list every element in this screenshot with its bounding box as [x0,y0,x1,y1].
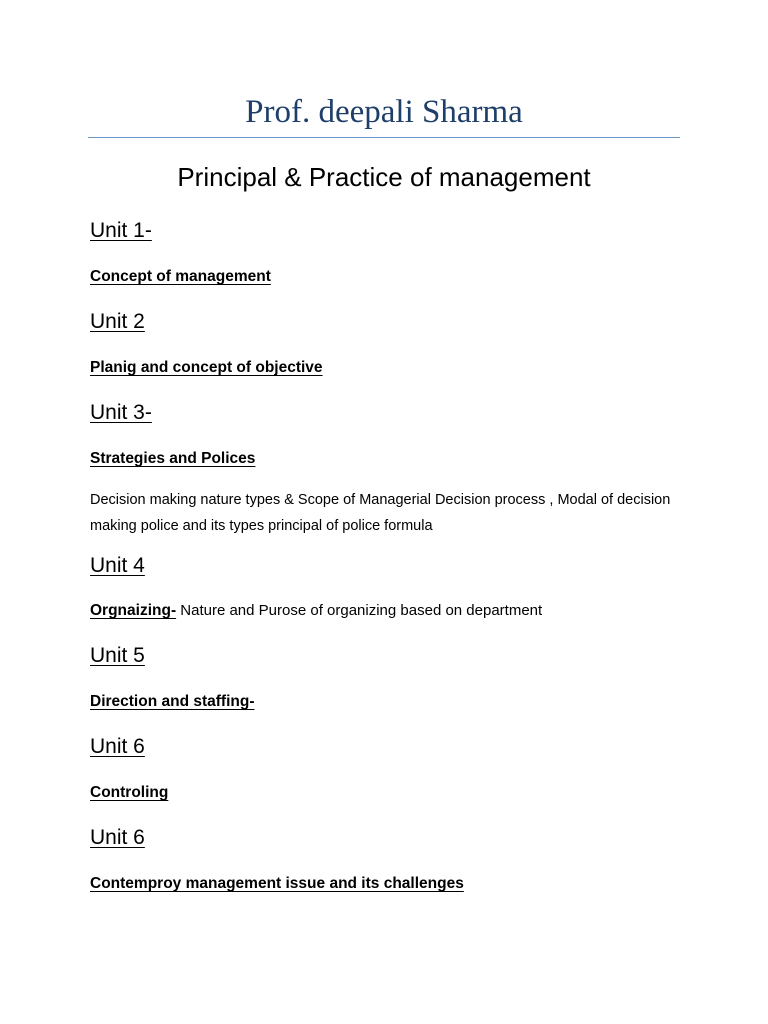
unit-4-topic: Orgnaizing- [90,602,177,619]
unit-7-heading: Unit 6 [90,826,145,849]
unit-5-topic: Direction and staffing- [90,693,255,710]
unit-4-heading: Unit 4 [90,554,145,577]
unit-2-heading: Unit 2 [90,310,145,333]
unit-6-topic: Controling [90,784,169,801]
unit-4-topic-detail: Nature and Purose of organizing based on department [176,602,543,619]
author-title: Prof. deepali Sharma [245,94,523,130]
unit-3-description: Decision making nature types & Scope of Managerial Decision process , Modal of decision making police and its types principal of police formula [90,492,671,534]
unit-1-topic: Concept of management [90,268,271,285]
unit-5-heading: Unit 5 [90,644,145,667]
unit-4-topic-line [90,600,542,622]
unit-6-heading: Unit 6 [90,735,145,758]
unit-7-topic: Contemproy management issue and its challenges [90,875,464,892]
unit-3-topic: Strategies and Polices [90,450,256,467]
subject-title: Principal & Practice of management [177,162,591,192]
unit-1-heading: Unit 1- [90,219,152,242]
unit-3-heading: Unit 3- [90,401,152,424]
title-divider [88,137,680,138]
unit-2-topic: Planig and concept of objective [90,359,323,376]
